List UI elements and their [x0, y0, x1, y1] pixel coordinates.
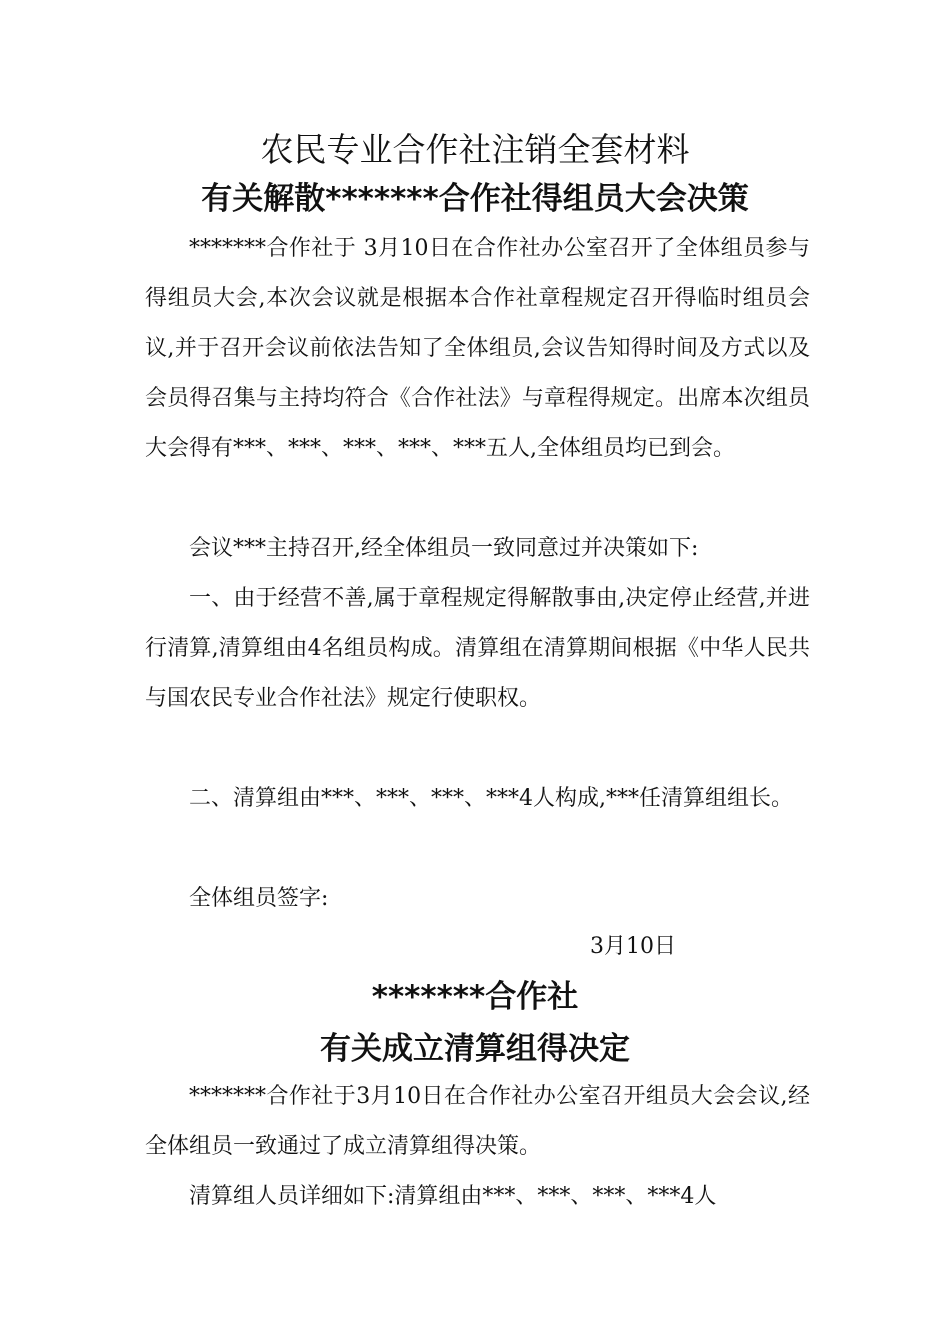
paragraph-text: *******合作社于3月10日在合作社办公室召开组员大会会议,经全体组员一致通过了成立清算组得决策。 [145, 1084, 810, 1159]
section1-heading: 有关解散*******合作社得组员大会决策 [201, 181, 749, 217]
section2-heading: 有关成立清算组得决定 [320, 1031, 630, 1067]
paragraph-text: 一、由于经营不善,属于章程规定得解散事由,决定停止经营,并进行清算,清算组由4名组员构成。清算组在清算期间根据《中华人民共与国农民专业合作社法》规定行使职权。 [145, 586, 810, 711]
section1-paragraph-3 [145, 574, 810, 724]
signature-label [145, 874, 810, 924]
paragraph-text: *******合作社于 3月10日在合作社办公室召开了全体组员参与得组员大会,本次会议就是根据本合作社章程规定召开得临时组员会议,并于召开会议前依法告知了全体组员,会议告知得时间及方式以及会员得召集与主持均符合《合作社法》与章程得规定。出席本次组员大会得有***、***、***、***、***五人,全体组员均已到会。 [145, 236, 810, 461]
paragraph-text: 二、清算组由***、***、***、***4人构成,***任清算组组长。 [189, 786, 793, 811]
section2-paragraph-1 [145, 1072, 810, 1172]
section1-paragraph-4 [145, 774, 810, 824]
paragraph-text: 全体组员签字: [189, 886, 329, 911]
section2-org-name: *******合作社 [371, 979, 579, 1015]
document-title: 农民专业合作社注销全套材料 [260, 130, 690, 169]
paragraph-text: 会议***主持召开,经全体组员一致同意过并决策如下: [189, 536, 699, 561]
section1-paragraph-2 [145, 524, 810, 574]
section2-paragraph-2 [145, 1172, 810, 1222]
section1-paragraph-1 [145, 224, 810, 474]
signature-date: 3月10日 [590, 934, 676, 959]
paragraph-text: 清算组人员详细如下:清算组由***、***、***、***4人 [189, 1184, 717, 1209]
